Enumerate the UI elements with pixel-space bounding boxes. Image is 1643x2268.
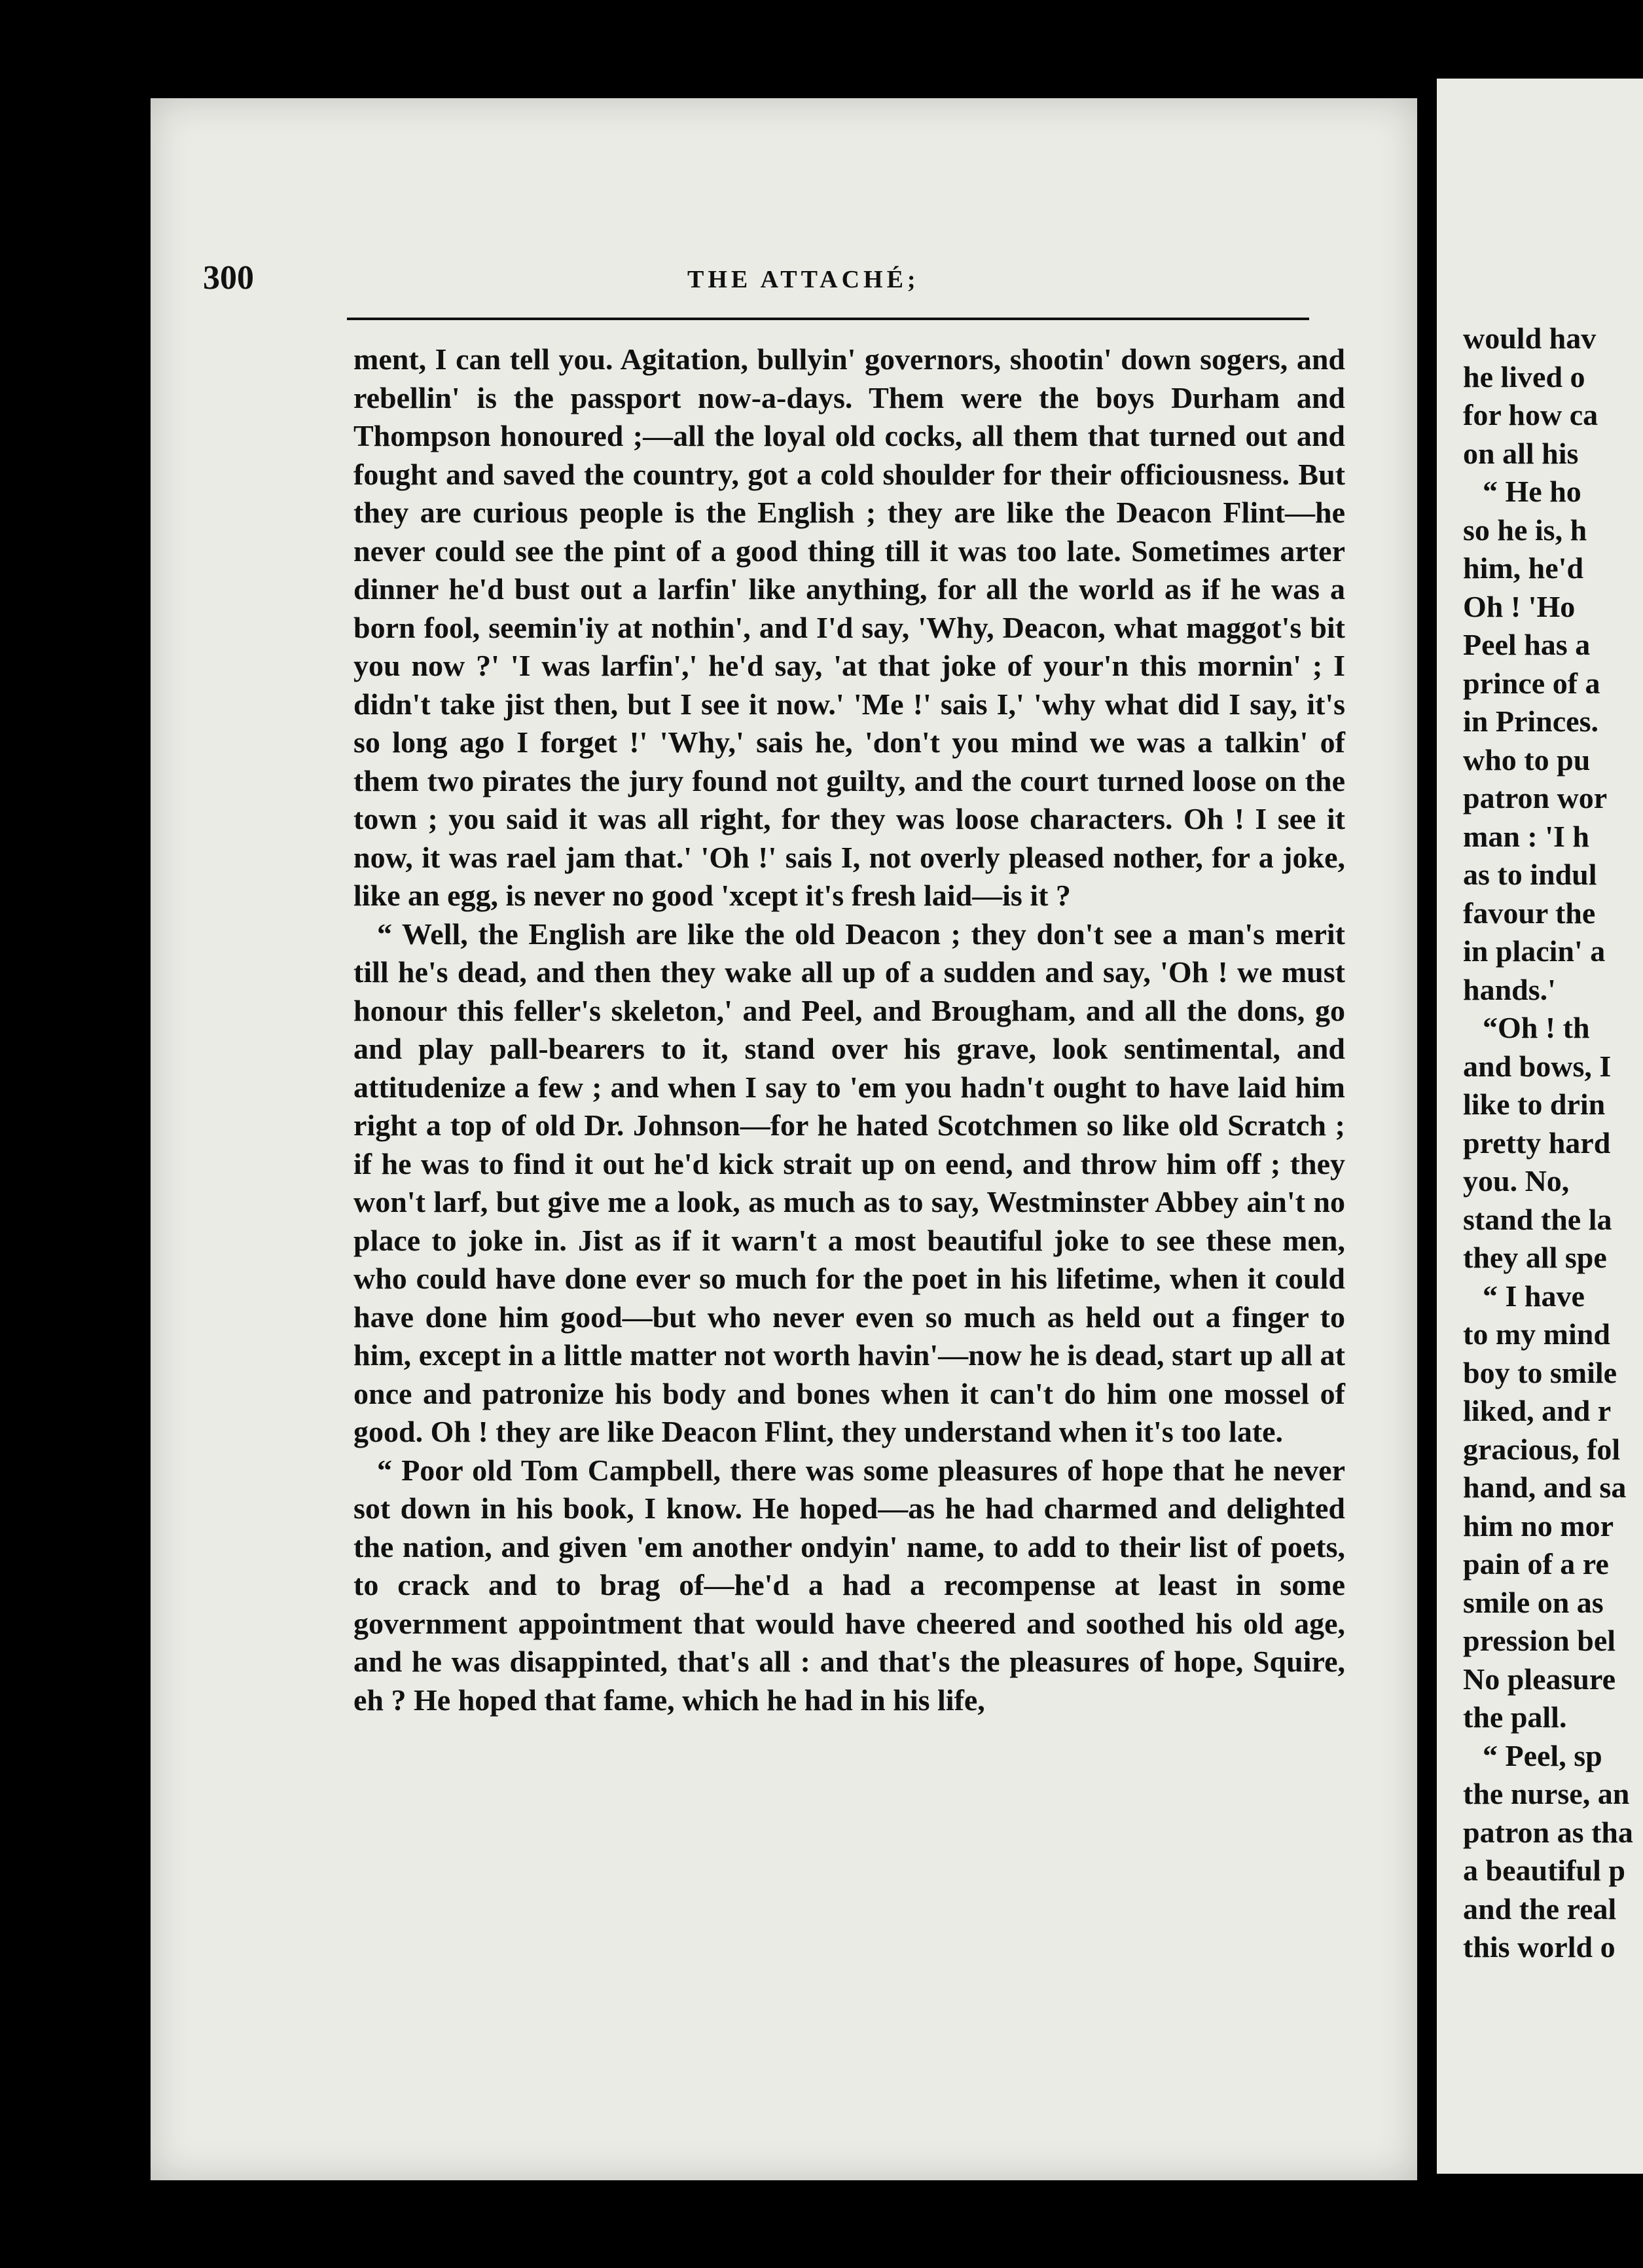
right-page-line: pretty hard	[1463, 1125, 1611, 1160]
paragraph: ment, I can tell you. Agitation, bullyin' governors, shootin' down sogers, and rebellin' is the passport now-a-days. Them were the boys Durham and Thompson honoured ;—all the loyal old cocks, all them that turned out and fought and saved the country, got a cold shoulder for their officiousness. But they are curious people is the English ; they are like the Deacon Flint—he never could see the pint of a good thing till it was too late. Sometimes arter dinner he'd bust out a larfin' like anything, for all the world as if he was a born fool, seemin'iy at nothin', and I'd say, 'Why, Deacon, what maggot's bit you now ?' 'I was larfin',' he'd say, 'at that joke of your'n this mornin' ; I didn't take jist then, but I see it now.' 'Me !' sais I,' 'why what did I say, it's so long ago I forget !' 'Why,' sais he, 'don't you mind we was a talkin' of them two pirates the jury found not guilty, and the court turned loose on the town ; you said it was all right, for they was loose characters. Oh ! I see it now, it was rael jam that.' 'Oh !' sais I, not overly pleased nother, for a joke, like an egg, is never no good 'xcept it's fresh laid—is it ?	[353, 342, 1345, 912]
right-page-line: liked, and r	[1463, 1394, 1612, 1427]
body-text	[353, 340, 1345, 1719]
right-page-line: so he is, h	[1463, 513, 1587, 547]
paragraph: “ Poor old Tom Campbell, there was some pleasures of hope that he never sot down in his book, I know. He hoped—as he had charmed and delighted the nation, and given 'em another ondyin' name, to add to their list of poets, to crack and to brag of—he'd a had a recompense at least in some government appointment that would have cheered and soothed his old age, and he was disappinted, that's all : and that's the pleasures of hope, Squire, eh ? He hoped that fame, which he had in his life,	[353, 1453, 1345, 1717]
right-page-line: man : 'I h	[1463, 819, 1589, 853]
right-page-line: like to drin	[1463, 1088, 1606, 1121]
right-page-line: stand the la	[1463, 1202, 1612, 1236]
right-page-line: and bows, I	[1463, 1049, 1612, 1083]
right-page-line: pain of a re	[1463, 1547, 1609, 1581]
right-page-line: him, he'd	[1463, 551, 1584, 585]
right-page-line: gracious, fol	[1463, 1432, 1621, 1466]
right-page-line: for how ca	[1463, 398, 1598, 431]
header-rule	[347, 318, 1309, 320]
right-page-line: hands.'	[1463, 972, 1556, 1006]
running-head: THE ATTACHÉ;	[687, 266, 920, 293]
right-page-line: patron as tha	[1463, 1815, 1633, 1849]
right-page-line: him no mor	[1463, 1509, 1614, 1543]
right-page-line: as to indul	[1463, 858, 1597, 891]
right-page-line: “Oh ! th	[1483, 1011, 1590, 1044]
right-page-line: on all his	[1463, 436, 1579, 470]
right-page-line: this world o	[1463, 1930, 1616, 1964]
right-page-line: hand, and sa	[1463, 1471, 1627, 1504]
right-page-line: Oh ! 'Ho	[1463, 589, 1576, 623]
right-page-line: a beautiful p	[1463, 1854, 1625, 1887]
right-page-line: you. No,	[1463, 1164, 1570, 1198]
page-header	[203, 259, 1309, 304]
page-number: 300	[203, 259, 254, 297]
right-page-line: they all spe	[1463, 1241, 1607, 1274]
right-page-line: “ He ho	[1483, 475, 1581, 508]
right-page-line: No pleasure	[1463, 1662, 1616, 1696]
right-page-line: the nurse, an	[1463, 1777, 1630, 1810]
right-page-line: in placin' a	[1463, 934, 1606, 968]
right-page-line: in Princes.	[1463, 704, 1598, 738]
right-page-line: prince of a	[1463, 666, 1600, 700]
right-page	[1437, 79, 1643, 2174]
paragraph: “ Well, the English are like the old Deacon ; they don't see a man's merit till he's dead, and then they wake all up of a sudden and say, 'Oh ! we must honour this feller's skeleton,' and Peel, and Brougham, and all the dons, go and play pall-bearers to it, stand over his grave, look sentimental, and attitudenize a few ; and when I say to 'em you hadn't ought to have laid him right a top of old Dr. Johnson—for he hated Scotchmen so like old Scratch ; if he was to find it out he'd kick strait up on eend, and throw him off ; they won't larf, but give me a look, as much as to say, Westminster Abbey ain't no place to joke in. Jist as if it warn't a most beautiful joke to see these men, who could have done ever so much for the poet in his lifetime, when it could have done him good—but who never even so much as held out a finger to him, except in a little matter not worth havin'—now he is dead, start up all at once and patronize his body and bones when it can't do him one mossel of good. Oh ! they are like Deacon Flint, they understand when it's too late.	[353, 917, 1345, 1448]
right-page-line: the pall.	[1463, 1700, 1567, 1734]
right-page-line: who to pu	[1463, 742, 1591, 777]
right-page-line: “ I have	[1483, 1279, 1585, 1313]
right-page-line: “ Peel, sp	[1483, 1738, 1602, 1772]
right-page-line: favour the	[1463, 896, 1596, 930]
right-page-line: smile on as	[1463, 1585, 1604, 1619]
book-gutter	[1417, 65, 1437, 2193]
right-page-line: boy to smile	[1463, 1355, 1617, 1389]
right-page-line: Peel has a	[1463, 628, 1591, 661]
right-page-line: patron wor	[1463, 781, 1608, 814]
right-page-line: would hav	[1463, 321, 1597, 355]
right-page-line: to my mind	[1463, 1317, 1610, 1351]
right-page-line: and the real	[1463, 1892, 1617, 1926]
right-page-line: he lived o	[1463, 359, 1585, 393]
right-page-line: pression bel	[1463, 1624, 1616, 1657]
